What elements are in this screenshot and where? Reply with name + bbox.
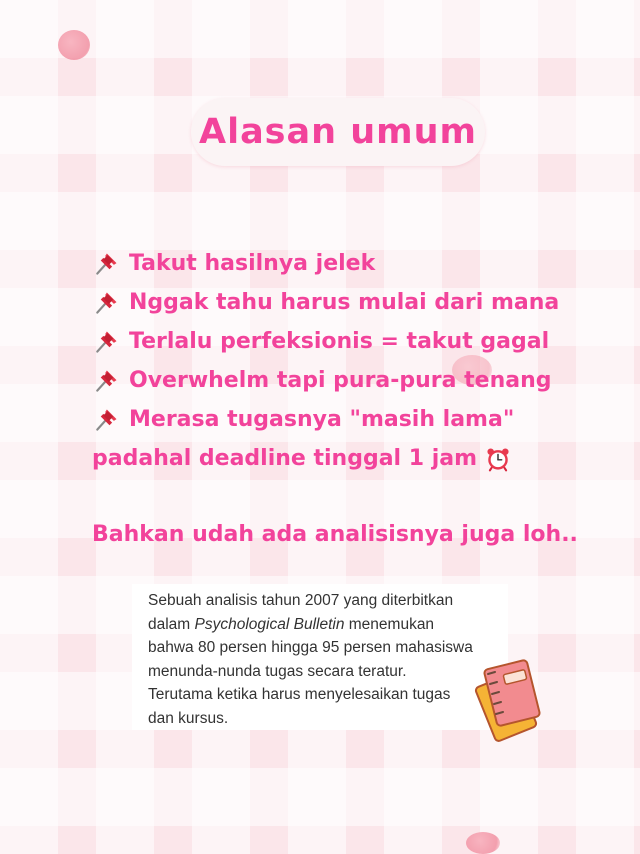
page-title: Alasan umum	[198, 112, 478, 152]
list-item	[92, 322, 622, 361]
pushpin-icon	[92, 367, 120, 395]
pushpin-icon	[92, 406, 120, 434]
alarm-clock-icon	[485, 446, 511, 472]
pushpin-icon	[92, 328, 120, 356]
list-item	[92, 283, 622, 322]
reason-text: Nggak tahu harus mulai dari mana	[129, 290, 560, 315]
analysis-line: dan kursus.	[148, 709, 229, 727]
reason-text: Merasa tugasnya "masih lama"	[129, 407, 515, 432]
reason-continuation-text: padahal deadline tinggal 1 jam	[92, 446, 478, 471]
reason-text: Takut hasilnya jelek	[129, 251, 376, 276]
analysis-card	[132, 584, 508, 730]
list-item	[92, 244, 622, 283]
analysis-line: dalam Psychological Bulletin menemukan	[148, 615, 435, 633]
analysis-line: Terutama ketika harus menyelesaikan tugas	[148, 686, 451, 703]
decorative-blob	[466, 832, 500, 854]
notebooks-icon	[470, 652, 550, 742]
list-item	[92, 361, 622, 400]
decorative-blob	[58, 30, 90, 60]
list-item	[92, 400, 622, 439]
reason-text: Terlalu perfeksionis = takut gagal	[129, 329, 550, 354]
pushpin-icon	[92, 250, 120, 278]
reason-text: Overwhelm tapi pura-pura tenang	[129, 368, 552, 393]
title-pill	[191, 98, 485, 166]
analysis-line: Sebuah analisis tahun 2007 yang diterbitkan	[148, 592, 454, 609]
pushpin-icon	[92, 289, 120, 317]
analysis-line: menunda-nunda tugas secara teratur.	[148, 662, 407, 680]
analysis-line: bahwa 80 persen hingga 95 persen mahasiswa	[148, 639, 473, 656]
list-item-continuation	[92, 439, 622, 478]
journal-name: Psychological Bulletin	[194, 615, 345, 633]
subheading: Bahkan udah ada analisisnya juga loh..	[92, 522, 578, 547]
reasons-list	[92, 244, 622, 478]
